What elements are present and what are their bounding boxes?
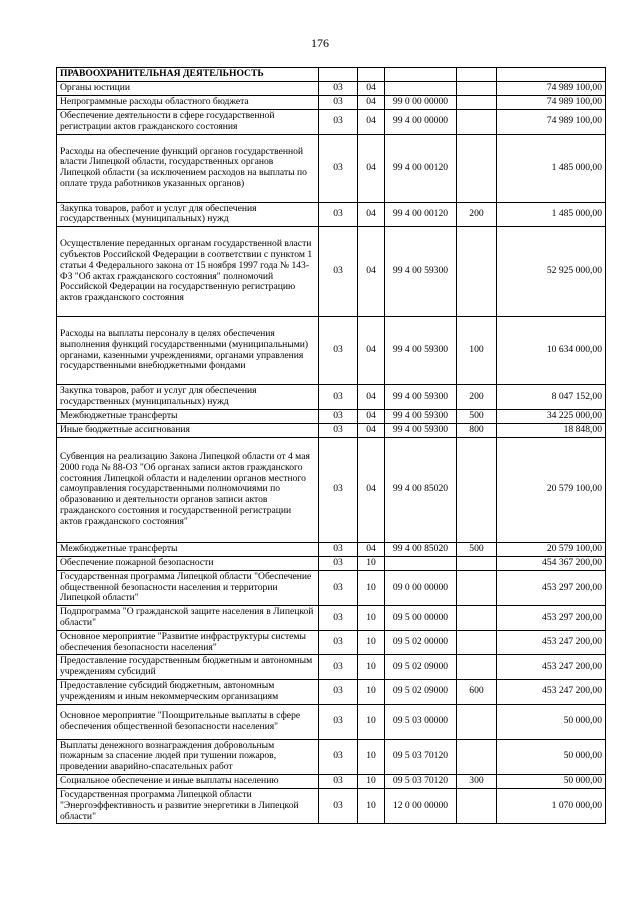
row-name: Государственная программа Липецкой области "Обеспечение общественной безопасности населения и территории Липецкой области" (57, 570, 319, 605)
row-section-code: 03 (319, 739, 358, 774)
row-section-code: 03 (319, 437, 358, 542)
row-name: Органы юстиции (57, 82, 319, 96)
row-amount: 50 000,00 (497, 739, 606, 774)
row-target-article: 99 0 00 00000 (385, 96, 457, 110)
row-subsection-code: 10 (358, 606, 385, 631)
row-section-code: 03 (319, 679, 358, 704)
table-cell (319, 68, 358, 82)
row-name: Основное мероприятие "Развитие инфраструктуры системы обеспечения безопасности населения" (57, 630, 319, 655)
row-section-code: 03 (319, 774, 358, 788)
table-row (57, 570, 606, 605)
budget-table-body (57, 68, 606, 824)
row-name: Обеспечение деятельности в сфере государственной регистрации актов гражданского состояния (57, 110, 319, 135)
table-row (57, 82, 606, 96)
row-target-article: 09 5 03 00000 (385, 704, 457, 739)
row-expense-type: 800 (457, 423, 497, 437)
section-header-row (57, 68, 606, 82)
row-section-code: 03 (319, 385, 358, 410)
row-name: Обеспечение пожарной безопасности (57, 556, 319, 570)
row-section-code: 03 (319, 556, 358, 570)
row-expense-type (457, 227, 497, 317)
table-row (57, 542, 606, 556)
row-target-article: 99 4 00 59300 (385, 385, 457, 410)
row-amount: 20 579 100,00 (497, 437, 606, 542)
row-name: Межбюджетные трансферты (57, 542, 319, 556)
row-expense-type (457, 96, 497, 110)
row-section-code: 03 (319, 630, 358, 655)
row-subsection-code: 04 (358, 227, 385, 317)
row-amount: 453 247 200,00 (497, 655, 606, 680)
row-expense-type (457, 82, 497, 96)
row-name: Иные бюджетные ассигнования (57, 423, 319, 437)
row-expense-type: 600 (457, 679, 497, 704)
row-expense-type: 300 (457, 774, 497, 788)
row-name: Выплаты денежного вознаграждения добровольным пожарным за спасение людей при тушении пожаров, проведении аварийно-спасательных работ (57, 739, 319, 774)
row-target-article (385, 82, 457, 96)
row-subsection-code: 04 (358, 134, 385, 202)
row-section-code: 03 (319, 82, 358, 96)
row-subsection-code: 04 (358, 317, 385, 385)
row-amount: 1 485 000,00 (497, 134, 606, 202)
row-subsection-code: 10 (358, 570, 385, 605)
row-subsection-code: 10 (358, 630, 385, 655)
table-row (57, 134, 606, 202)
row-expense-type (457, 739, 497, 774)
row-target-article: 09 5 03 70120 (385, 739, 457, 774)
table-row (57, 423, 606, 437)
row-target-article: 09 5 00 00000 (385, 606, 457, 631)
row-amount: 74 989 100,00 (497, 82, 606, 96)
row-section-code: 03 (319, 542, 358, 556)
row-subsection-code: 04 (358, 542, 385, 556)
row-subsection-code: 10 (358, 704, 385, 739)
row-expense-type (457, 437, 497, 542)
row-name: Расходы на обеспечение функций органов государственной власти Липецкой области, государственных органов Липецкой области (за исключением расходов на выплаты по оплате труда работников указанных органов) (57, 134, 319, 202)
row-section-code: 03 (319, 704, 358, 739)
row-name: Расходы на выплаты персоналу в целях обеспечения выполнения функций государственными (муниципальными) органами, казенными учреждениями, органами управления государственными внебюджетными фондами (57, 317, 319, 385)
row-section-code: 03 (319, 227, 358, 317)
row-subsection-code: 04 (358, 96, 385, 110)
row-target-article: 99 4 00 00000 (385, 110, 457, 135)
row-subsection-code: 10 (358, 655, 385, 680)
row-expense-type (457, 788, 497, 823)
row-name: Предоставление государственным бюджетным и автономным учреждениям субсидий (57, 655, 319, 680)
row-subsection-code: 10 (358, 774, 385, 788)
row-subsection-code: 04 (358, 202, 385, 227)
row-section-code: 03 (319, 409, 358, 423)
row-amount: 18 848,00 (497, 423, 606, 437)
row-amount: 10 634 000,00 (497, 317, 606, 385)
table-cell (358, 68, 385, 82)
row-name: Субвенция на реализацию Закона Липецкой области от 4 мая 2000 года № 88-ОЗ "Об органах записи актов гражданского состояния Липецкой области и наделении органов местного самоуправления государственными полномочиями по образованию и деятельности органов записи актов гражданского состояния и государственной регистрации актов гражданского состояния" (57, 437, 319, 542)
table-row (57, 96, 606, 110)
table-row (57, 739, 606, 774)
row-amount: 50 000,00 (497, 774, 606, 788)
table-row (57, 655, 606, 680)
row-amount: 52 925 000,00 (497, 227, 606, 317)
row-target-article: 09 5 02 00000 (385, 630, 457, 655)
row-expense-type (457, 556, 497, 570)
row-subsection-code: 10 (358, 788, 385, 823)
row-section-code: 03 (319, 606, 358, 631)
row-expense-type: 100 (457, 317, 497, 385)
row-target-article: 99 4 00 00120 (385, 202, 457, 227)
row-expense-type (457, 655, 497, 680)
row-amount: 20 579 100,00 (497, 542, 606, 556)
row-target-article: 99 4 00 85020 (385, 542, 457, 556)
row-expense-type (457, 630, 497, 655)
row-target-article: 99 4 00 00120 (385, 134, 457, 202)
row-target-article: 09 5 02 09000 (385, 679, 457, 704)
table-row (57, 317, 606, 385)
table-row (57, 409, 606, 423)
row-section-code: 03 (319, 96, 358, 110)
row-expense-type: 200 (457, 385, 497, 410)
table-row (57, 110, 606, 135)
row-amount: 74 989 100,00 (497, 96, 606, 110)
table-row (57, 630, 606, 655)
row-amount: 453 297 200,00 (497, 570, 606, 605)
table-row (57, 606, 606, 631)
table-cell (385, 68, 457, 82)
row-subsection-code: 10 (358, 679, 385, 704)
row-name: Осуществление переданных органам государственной власти субъектов Российской Федерации в соответствии с пунктом 1 статьи 4 Федерального закона от 15 ноября 1997 года № 143-ФЗ "Об актах гражданского состояния" полномочий Российской Федерации на государственную регистрацию актов гражданского состояния (57, 227, 319, 317)
row-expense-type (457, 606, 497, 631)
row-amount: 1 070 000,00 (497, 788, 606, 823)
row-subsection-code: 04 (358, 385, 385, 410)
row-amount: 50 000,00 (497, 704, 606, 739)
table-row (57, 679, 606, 704)
row-section-code: 03 (319, 110, 358, 135)
row-target-article: 99 4 00 59300 (385, 227, 457, 317)
row-target-article: 99 4 00 59300 (385, 409, 457, 423)
row-amount: 74 989 100,00 (497, 110, 606, 135)
row-expense-type (457, 570, 497, 605)
row-target-article: 09 5 03 70120 (385, 774, 457, 788)
row-subsection-code: 10 (358, 556, 385, 570)
row-target-article: 99 4 00 59300 (385, 317, 457, 385)
section-title: ПРАВООХРАНИТЕЛЬНАЯ ДЕЯТЕЛЬНОСТЬ (57, 68, 319, 82)
row-amount: 8 047 152,00 (497, 385, 606, 410)
table-row (57, 437, 606, 542)
row-section-code: 03 (319, 788, 358, 823)
row-target-article (385, 556, 457, 570)
row-amount: 34 225 000,00 (497, 409, 606, 423)
row-amount: 453 247 200,00 (497, 630, 606, 655)
row-expense-type (457, 704, 497, 739)
row-expense-type (457, 134, 497, 202)
table-row (57, 704, 606, 739)
table-row (57, 385, 606, 410)
budget-table (56, 67, 606, 824)
row-expense-type: 500 (457, 409, 497, 423)
row-subsection-code: 10 (358, 739, 385, 774)
row-name: Непрограммные расходы областного бюджета (57, 96, 319, 110)
row-amount: 1 485 000,00 (497, 202, 606, 227)
row-expense-type: 200 (457, 202, 497, 227)
page-number: 176 (311, 36, 329, 50)
row-name: Подпрограмма "О гражданской защите населения в Липецкой области" (57, 606, 319, 631)
row-section-code: 03 (319, 134, 358, 202)
row-section-code: 03 (319, 202, 358, 227)
row-name: Социальное обеспечение и иные выплаты населению (57, 774, 319, 788)
row-target-article: 99 4 00 85020 (385, 437, 457, 542)
row-amount: 453 247 200,00 (497, 679, 606, 704)
row-name: Закупка товаров, работ и услуг для обеспечения государственных (муниципальных) нужд (57, 202, 319, 227)
row-section-code: 03 (319, 655, 358, 680)
row-subsection-code: 04 (358, 437, 385, 542)
row-name: Государственная программа Липецкой области "Энергоэффективность и развитие энергетики в Липецкой области" (57, 788, 319, 823)
row-section-code: 03 (319, 317, 358, 385)
row-amount: 453 297 200,00 (497, 606, 606, 631)
row-amount: 454 367 200,00 (497, 556, 606, 570)
table-row (57, 227, 606, 317)
row-name: Основное мероприятие "Поощрительные выплаты в сфере обеспечения общественной безопасности населения" (57, 704, 319, 739)
row-subsection-code: 04 (358, 409, 385, 423)
row-name: Предоставление субсидий бюджетным, автономным учреждениям и иным некоммерческим организациям (57, 679, 319, 704)
row-expense-type: 500 (457, 542, 497, 556)
row-name: Закупка товаров, работ и услуг для обеспечения государственных (муниципальных) нужд (57, 385, 319, 410)
row-target-article: 09 0 00 00000 (385, 570, 457, 605)
row-subsection-code: 04 (358, 110, 385, 135)
row-target-article: 09 5 02 09000 (385, 655, 457, 680)
row-target-article: 99 4 00 59300 (385, 423, 457, 437)
table-cell (457, 68, 497, 82)
row-name: Межбюджетные трансферты (57, 409, 319, 423)
table-row (57, 202, 606, 227)
table-cell (497, 68, 606, 82)
row-section-code: 03 (319, 570, 358, 605)
row-subsection-code: 04 (358, 82, 385, 96)
row-target-article: 12 0 00 00000 (385, 788, 457, 823)
table-row (57, 774, 606, 788)
table-row (57, 556, 606, 570)
row-section-code: 03 (319, 423, 358, 437)
row-expense-type (457, 110, 497, 135)
row-subsection-code: 04 (358, 423, 385, 437)
table-row (57, 788, 606, 823)
